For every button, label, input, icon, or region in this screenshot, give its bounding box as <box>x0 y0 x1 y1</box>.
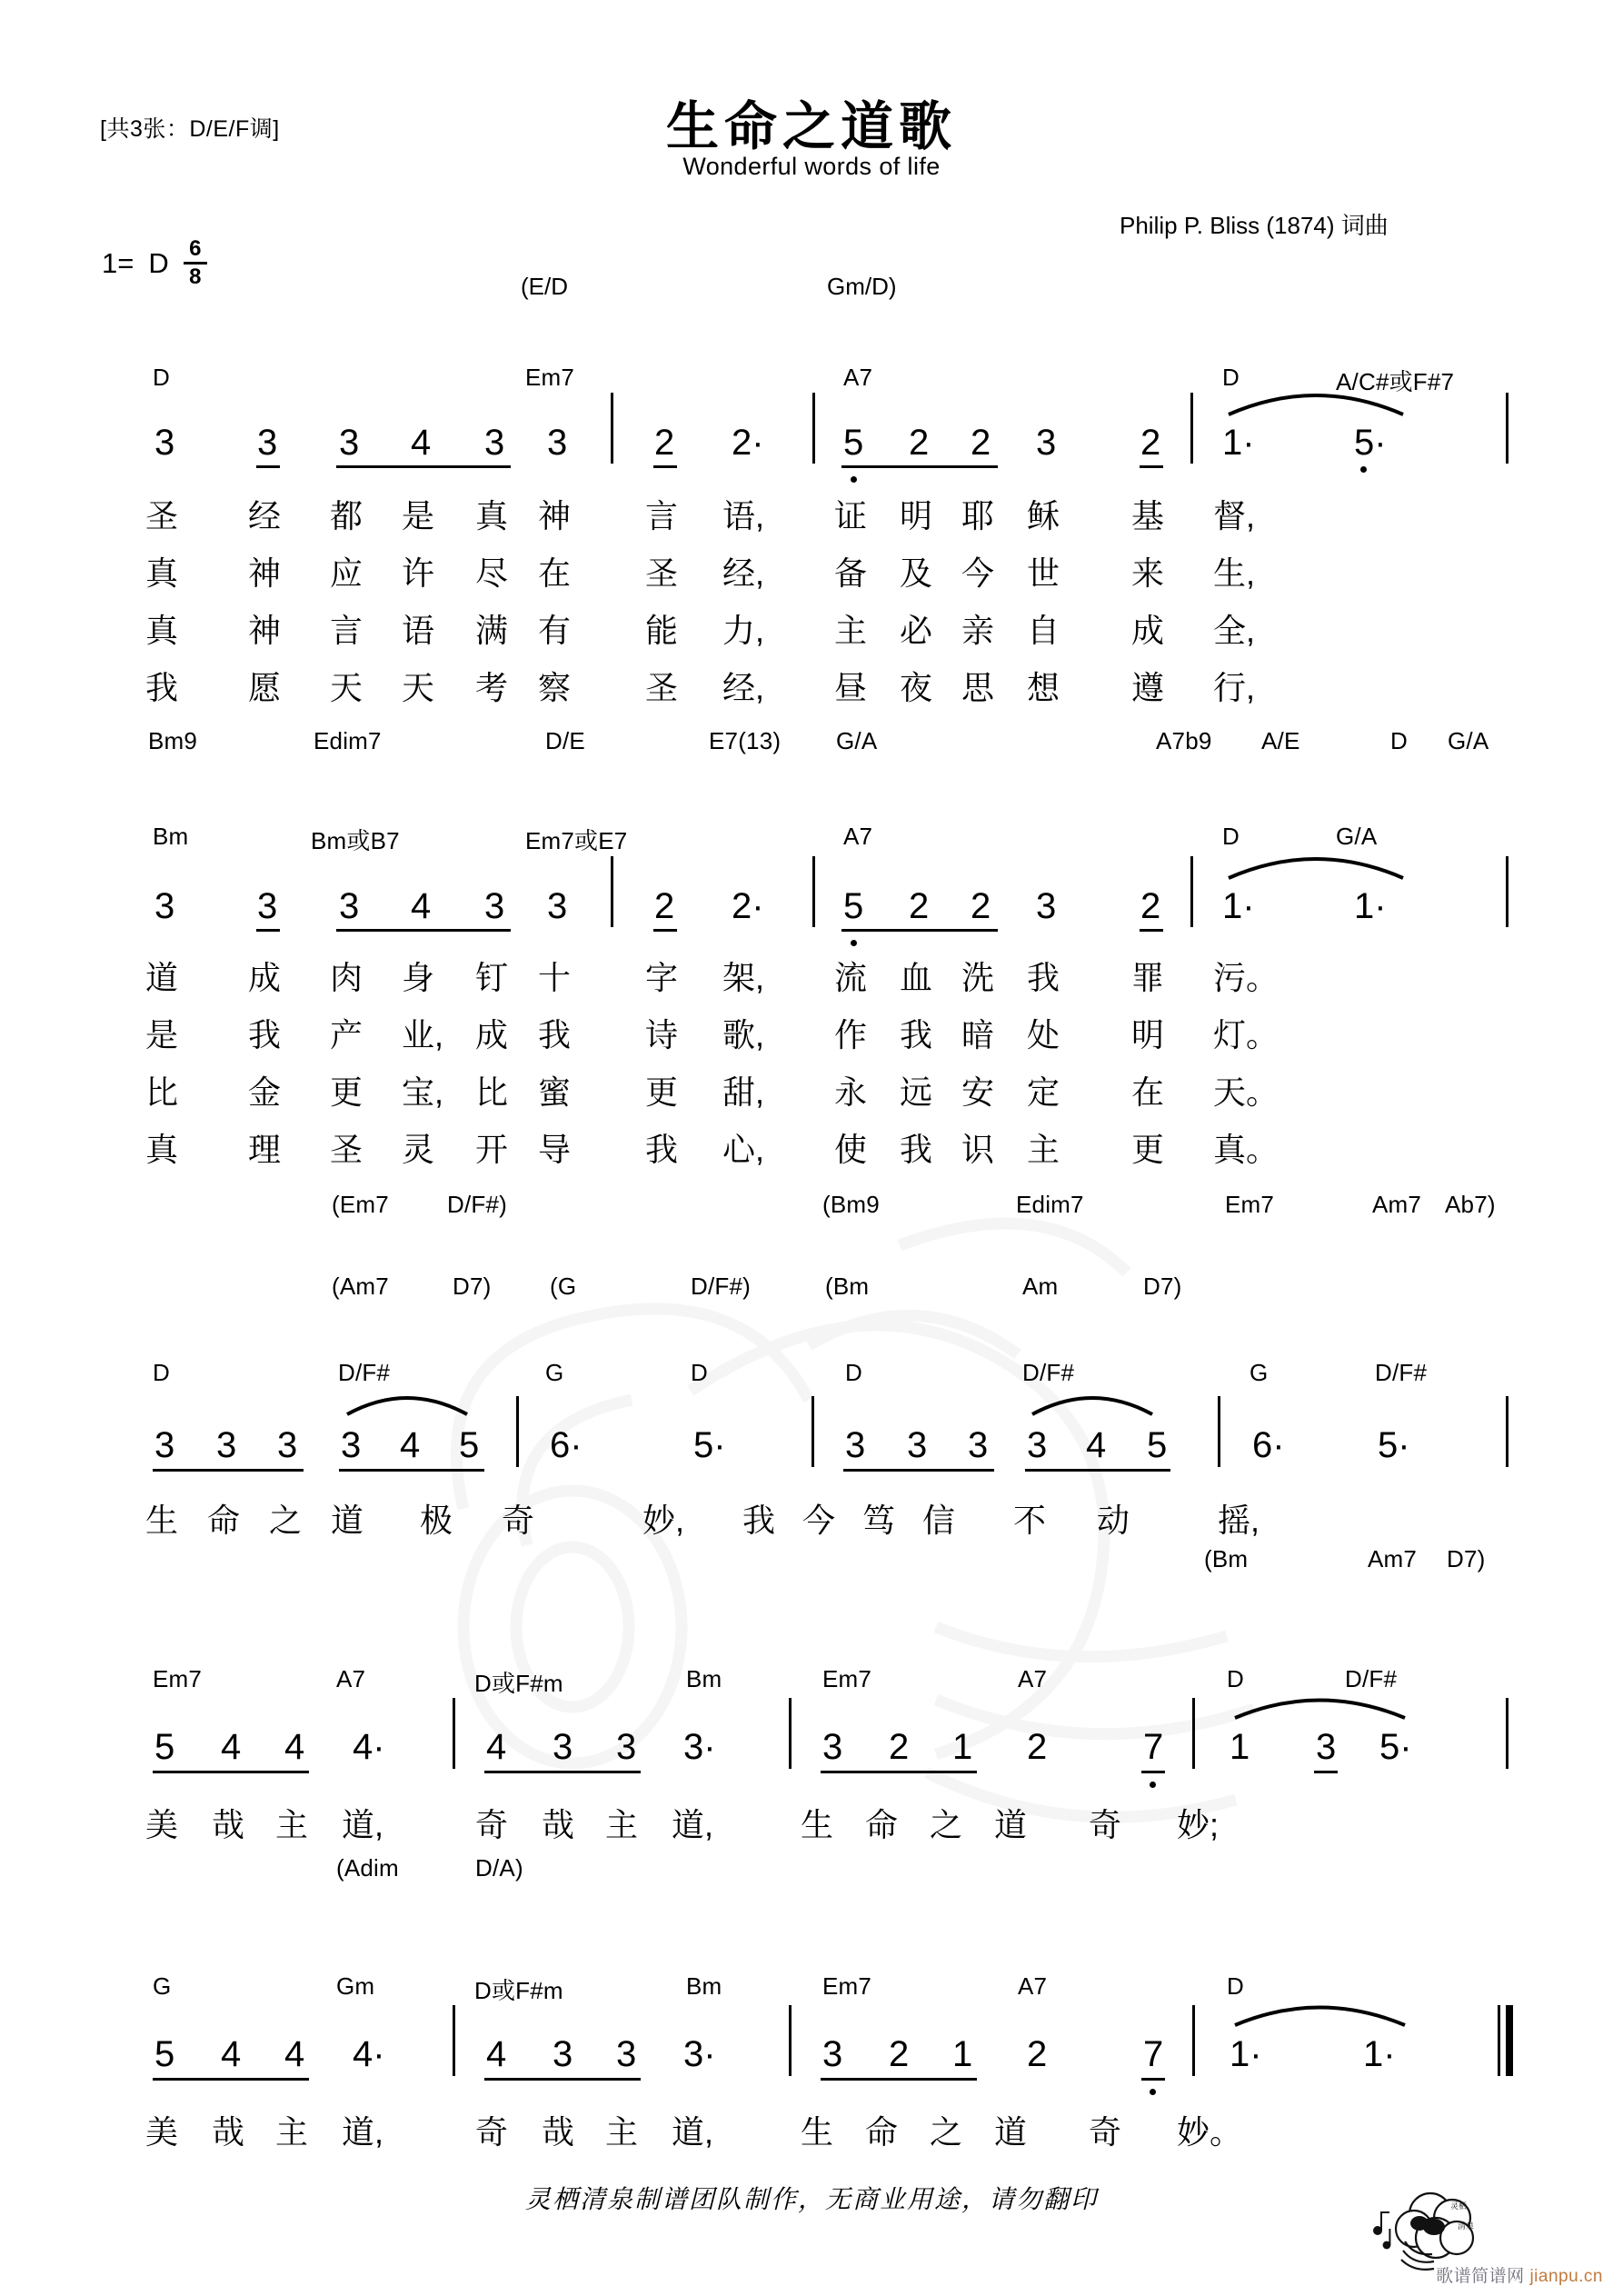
meter-numerator: 6 <box>189 236 202 261</box>
composer-credit: Philip P. Bliss (1874) 词曲 <box>1120 212 1389 239</box>
note: 3 <box>616 2034 637 2074</box>
note: 2 <box>1027 1727 1048 1767</box>
chord-above: D <box>1227 1665 1244 1692</box>
slur <box>1029 1385 1156 1418</box>
note: 5· <box>693 1425 726 1465</box>
chord-above: D <box>153 1359 170 1386</box>
note: 5· <box>1379 1727 1412 1767</box>
note: 3 <box>484 423 505 463</box>
chord-above: D <box>153 364 170 391</box>
note: 3 <box>553 2034 573 2074</box>
chord-below-alt: D/F#) <box>447 1191 507 1218</box>
slur <box>1225 845 1407 882</box>
note: 2 <box>889 2034 910 2074</box>
beam <box>1141 2078 1165 2081</box>
note: 3 <box>1027 1425 1048 1465</box>
note: 2 <box>1027 2034 1048 2074</box>
note: 2 <box>654 886 675 926</box>
beam <box>653 465 677 468</box>
beam <box>336 929 511 932</box>
note: 3 <box>154 886 175 926</box>
note: 4 <box>411 886 432 926</box>
chord-above: Em7 <box>822 1665 872 1692</box>
note: 3 <box>216 1425 237 1465</box>
beam <box>1140 465 1163 468</box>
note: 1· <box>1222 886 1255 926</box>
chord-below-alt2: D7) <box>453 1273 492 1300</box>
barline <box>1192 1698 1195 1769</box>
chord-above: Em7或E7 <box>525 827 628 854</box>
note: 5· <box>1378 1425 1410 1465</box>
chord-above: Em7 <box>822 1972 872 2000</box>
lyric-row: 美 哉 主 道, 奇 哉 主 道, 生 命 之 道 奇 妙; <box>145 1806 1220 1843</box>
beam <box>256 929 280 932</box>
chord-above: D/F# <box>1022 1359 1075 1386</box>
beam <box>256 465 280 468</box>
chord-below-alt2: D7) <box>1143 1273 1182 1300</box>
note: 1 <box>952 1727 973 1767</box>
chord-above: Bm <box>686 1665 722 1692</box>
chord-below: D <box>1390 727 1408 754</box>
note: 6· <box>1252 1425 1285 1465</box>
barline <box>1218 1396 1220 1467</box>
note: 3 <box>484 886 505 926</box>
svg-text:清泉: 清泉 <box>1458 2221 1475 2231</box>
note: 3 <box>154 1425 175 1465</box>
note: 3 <box>154 423 175 463</box>
lyric-row: 生 命 之 道 极 奇 妙, 我 今 笃 信 不 动 摇, <box>145 1502 1260 1539</box>
chord-above: D/F# <box>1375 1359 1428 1386</box>
note: 7 <box>1143 2034 1164 2074</box>
chord-below: G/A <box>836 727 878 754</box>
note: 3 <box>547 886 568 926</box>
chord-above: D <box>1222 364 1240 391</box>
chord-above: G <box>153 1972 172 2000</box>
chord-below-alt: Ab7) <box>1445 1191 1496 1218</box>
slur <box>1231 1994 1409 2029</box>
note: 5 <box>154 2034 175 2074</box>
note: 2· <box>732 886 764 926</box>
footer-credit: 灵栖清泉制谱团队制作，无商业用途，请勿翻印 <box>524 2186 1098 2214</box>
sheep-logo-icon <box>1363 2181 1499 2272</box>
note: 4 <box>486 1727 507 1767</box>
slur <box>1231 1687 1409 1722</box>
note: 3 <box>257 886 278 926</box>
barline <box>611 393 613 464</box>
note: 5 <box>459 1425 480 1465</box>
chord-above: D <box>845 1359 862 1386</box>
chord-below-alt: D7) <box>1447 1545 1486 1572</box>
beam <box>484 2078 641 2081</box>
chord-below-alt: D/A) <box>475 1854 523 1882</box>
chord-above: A7 <box>843 364 873 391</box>
chord-above: D/F# <box>1345 1665 1398 1692</box>
barline <box>812 393 815 464</box>
note: 3 <box>257 423 278 463</box>
beam <box>841 929 998 932</box>
chord-above: G <box>545 1359 564 1386</box>
beam <box>1025 1469 1170 1472</box>
note: 3 <box>845 1425 866 1465</box>
note: 1· <box>1230 2034 1262 2074</box>
site-watermark-en: jianpu.cn <box>1529 2267 1603 2286</box>
barline <box>789 2005 792 2076</box>
chord-below: G/A <box>1448 727 1489 754</box>
chord-below-alt: Am7 <box>1368 1545 1418 1572</box>
note: 3 <box>1036 423 1057 463</box>
note: 3 <box>553 1727 573 1767</box>
barline <box>1506 1698 1508 1769</box>
note: 1· <box>1222 423 1255 463</box>
barline <box>453 2005 455 2076</box>
note: 3 <box>1036 886 1057 926</box>
note: 7 <box>1143 1727 1164 1767</box>
note: 2· <box>732 423 764 463</box>
chord-below-alt2: (Am7 <box>332 1273 389 1300</box>
page-count-note: [共3张：D/E/F调] <box>100 116 280 142</box>
chord-below: Edim7 <box>314 727 382 754</box>
lyric-row: 真 理 圣 灵 开 导 我 心, 使 我 识 主 更 真。 <box>145 1131 1279 1168</box>
note: 3 <box>277 1425 298 1465</box>
barline <box>611 856 613 927</box>
chord-above: G/A <box>1336 823 1378 850</box>
barline <box>812 1396 814 1467</box>
note: 2 <box>1140 423 1161 463</box>
note: 3· <box>683 1727 716 1767</box>
lyric-row: 比 金 更 宝, 比 蜜 更 甜, 永 远 安 定 在 天。 <box>145 1073 1279 1111</box>
chord-below-alt: Em7 <box>1225 1191 1275 1218</box>
note: 2 <box>971 886 991 926</box>
chord-below-alt: Am7 <box>1372 1191 1422 1218</box>
beam <box>821 1771 977 1773</box>
chord-above: D/F# <box>338 1359 391 1386</box>
slur <box>1225 382 1407 418</box>
note: 3 <box>1316 1727 1337 1767</box>
key-signature <box>102 238 207 288</box>
chord-below: D/E <box>545 727 585 754</box>
octave-dot-below <box>851 940 857 946</box>
note: 4 <box>221 1727 242 1767</box>
chord-above: D或F#m <box>474 1670 563 1697</box>
beam <box>153 1469 304 1472</box>
barline <box>1192 2005 1195 2076</box>
note: 3 <box>822 1727 843 1767</box>
key-prefix: 1= <box>102 246 134 279</box>
site-watermark <box>1436 2262 1603 2287</box>
note: 2 <box>971 423 991 463</box>
chord-above: A7 <box>1018 1972 1048 2000</box>
chord-above: A/C#或F#7 <box>1336 368 1455 395</box>
chord-below-alt: (Em7 <box>332 1191 389 1218</box>
chord-below: Bm9 <box>148 727 198 754</box>
time-signature <box>184 238 207 288</box>
chord-below: A/E <box>1261 727 1300 754</box>
note: 4 <box>221 2034 242 2074</box>
note: 3 <box>547 423 568 463</box>
beam <box>1140 929 1163 932</box>
beam <box>336 465 511 468</box>
beam <box>843 1469 994 1472</box>
octave-dot-below <box>1150 2089 1156 2095</box>
beam <box>821 2078 977 2081</box>
note: 1 <box>952 2034 973 2074</box>
barline <box>1190 393 1193 464</box>
note: 4 <box>284 2034 305 2074</box>
note: 4 <box>1086 1425 1107 1465</box>
note: 3 <box>616 1727 637 1767</box>
final-barline <box>1498 2005 1516 2076</box>
beam <box>1314 1771 1338 1773</box>
barline <box>1190 856 1193 927</box>
chord-above: D <box>1227 1972 1244 2000</box>
note: 3· <box>683 2034 716 2074</box>
chord-below: E7(13) <box>709 727 782 754</box>
note: 2 <box>909 423 930 463</box>
beam <box>153 2078 309 2081</box>
note: 6· <box>550 1425 582 1465</box>
note: 4· <box>353 1727 385 1767</box>
chord-above: A7 <box>843 823 873 850</box>
page-title: 生命之道歌 <box>665 97 957 156</box>
chord-above: D <box>691 1359 708 1386</box>
chord-above: D <box>1222 823 1240 850</box>
chord-above: Em7 <box>153 1665 203 1692</box>
chord-above: Bm <box>686 1972 722 2000</box>
slur <box>344 1385 471 1418</box>
octave-dot-below <box>1150 1782 1156 1788</box>
chord-above: Bm <box>153 823 189 850</box>
note: 2 <box>889 1727 910 1767</box>
note: 5 <box>154 1727 175 1767</box>
chord-below-alt: (Bm <box>1204 1545 1249 1572</box>
note: 4 <box>411 423 432 463</box>
chord-above: Gm <box>336 1972 375 2000</box>
chord-below-alt2: (G <box>550 1273 577 1300</box>
note: 4 <box>400 1425 421 1465</box>
note: 5 <box>1147 1425 1168 1465</box>
lyric-row: 美 哉 主 道, 奇 哉 主 道, 生 命 之 道 奇 妙。 <box>145 2113 1243 2151</box>
lyric-row: 是 我 产 业, 成 我 诗 歌, 作 我 暗 处 明 灯。 <box>145 1016 1279 1053</box>
chord-below-alt2: Am <box>1022 1273 1059 1300</box>
barline <box>1506 856 1508 927</box>
key-value: D <box>148 246 169 279</box>
note: 1· <box>1354 886 1387 926</box>
note: 1 <box>1230 1727 1250 1767</box>
chord-below-alt: Edim7 <box>1016 1191 1084 1218</box>
lyric-row: 我 愿 天 天 考 察 圣 经, 昼 夜 思 想 遵 行, <box>145 669 1256 706</box>
note: 5 <box>843 423 864 463</box>
barline <box>1506 1396 1508 1467</box>
chord-above: A7 <box>1018 1665 1048 1692</box>
chord-above: D或F#m <box>474 1977 563 2004</box>
beam <box>653 929 677 932</box>
note: 5· <box>1354 423 1387 463</box>
chord-below-alt2: (Bm <box>825 1273 870 1300</box>
barline <box>789 1698 792 1769</box>
note: 3 <box>907 1425 928 1465</box>
note: 2 <box>654 423 675 463</box>
octave-dot-below <box>1360 466 1367 473</box>
svg-text:灵栖: 灵栖 <box>1450 2201 1468 2211</box>
chord-below-alt2: D/F#) <box>691 1273 751 1300</box>
beam <box>484 1771 641 1773</box>
note: 3 <box>822 2034 843 2074</box>
alt-key-left: (E/D <box>521 273 568 300</box>
note: 3 <box>339 886 360 926</box>
barline <box>516 1396 519 1467</box>
barline <box>453 1698 455 1769</box>
note: 2 <box>909 886 930 926</box>
chord-above: G <box>1250 1359 1269 1386</box>
note: 3 <box>339 423 360 463</box>
octave-dot-below <box>851 476 857 483</box>
chord-above: Bm或B7 <box>311 827 400 854</box>
chord-below-alt: (Adim <box>336 1854 399 1882</box>
barline <box>1506 393 1508 464</box>
beam <box>1141 1771 1165 1773</box>
site-watermark-cn: 歌谱简谱网 <box>1436 2267 1525 2286</box>
beam <box>153 1771 309 1773</box>
note: 2 <box>1140 886 1161 926</box>
beam <box>841 465 998 468</box>
note: 3 <box>968 1425 989 1465</box>
lyric-row: 真 神 言 语 满 有 能 力, 主 必 亲 自 成 全, <box>145 612 1256 649</box>
lyric-row: 真 神 应 许 尽 在 圣 经, 备 及 今 世 来 生, <box>145 554 1256 592</box>
beam <box>339 1469 484 1472</box>
lyric-row: 道 成 肉 身 钉 十 字 架, 流 血 洗 我 罪 污。 <box>145 959 1279 996</box>
note: 3 <box>341 1425 362 1465</box>
lyric-row: 圣 经 都 是 真 神 言 语, 证 明 耶 稣 基 督, <box>145 497 1256 534</box>
note: 4· <box>353 2034 385 2074</box>
alt-key-right: Gm/D) <box>827 273 897 300</box>
note: 1· <box>1363 2034 1396 2074</box>
chord-above: Em7 <box>525 364 575 391</box>
page-subtitle: Wonderful words of life <box>682 153 941 180</box>
note: 5 <box>843 886 864 926</box>
note: 4 <box>284 1727 305 1767</box>
meter-denominator: 8 <box>189 265 202 289</box>
chord-below-alt: (Bm9 <box>822 1191 880 1218</box>
note: 4 <box>486 2034 507 2074</box>
chord-below: A7b9 <box>1156 727 1212 754</box>
chord-above: A7 <box>336 1665 366 1692</box>
barline <box>812 856 815 927</box>
